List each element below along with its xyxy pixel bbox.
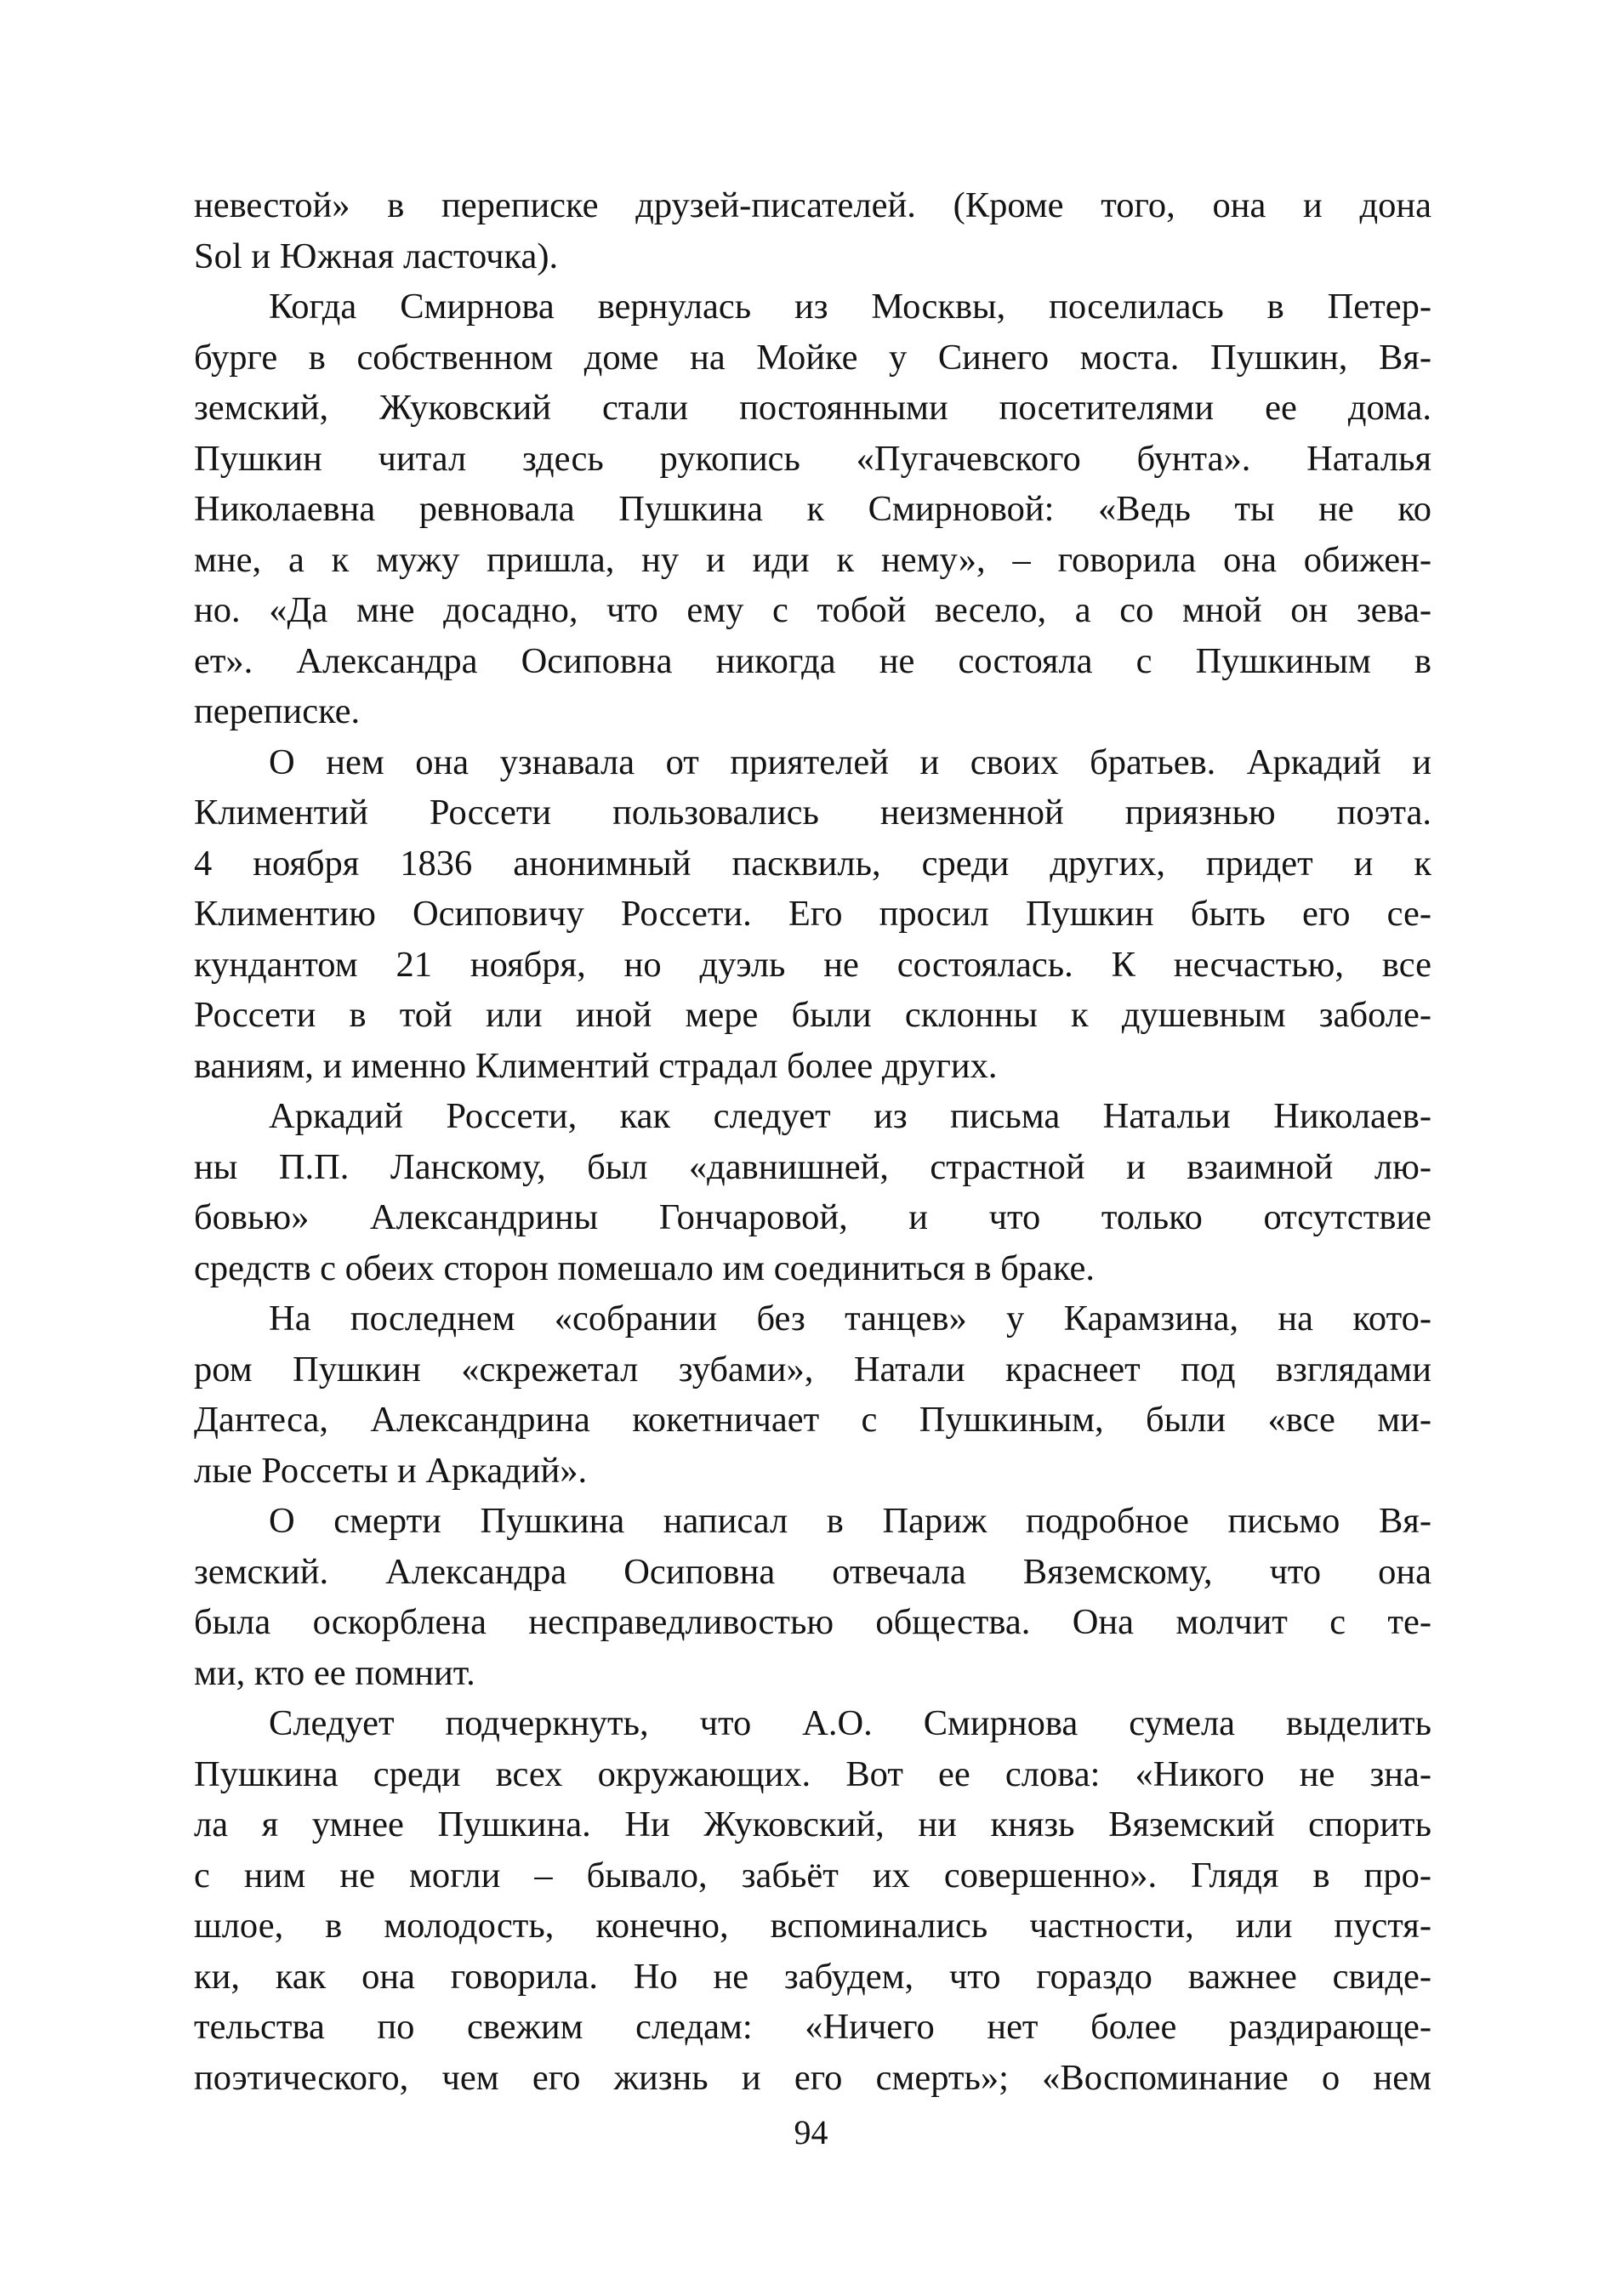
text-line: ром Пушкин «скрежетал зубами», Натали краснеет под взглядами <box>194 1349 1431 1390</box>
page-number: 94 <box>794 2113 828 2151</box>
text-line: земский. Александра Осиповна отвечала Вяземскому, что она <box>194 1551 1431 1592</box>
text-line: переписке. <box>194 691 361 731</box>
text-line: Когда Смирнова вернулась из Москвы, поселилась в Петер- <box>269 287 1431 327</box>
text-line: ваниям, и именно Климентий страдал более других. <box>194 1045 998 1086</box>
text-line: На последнем «собрании без танцев» у Карамзина, на кото- <box>269 1299 1431 1338</box>
text-line: О нем она узнавала от приятелей и своих братьев. Аркадий и <box>269 742 1431 782</box>
paragraph <box>194 1698 1431 2103</box>
text-line: тельства по свежим следам: «Ничего нет более раздирающе- <box>194 2007 1431 2047</box>
text-line: ла я умнее Пушкина. Ни Жуковский, ни князь Вяземский спорить <box>194 1804 1431 1844</box>
text-line: мне, а к мужу пришла, ну и иди к нему», – говорила она обижен- <box>194 539 1431 580</box>
text-line: невестой» в переписке друзей-писателей. (Кроме того, она и дона <box>194 185 1431 225</box>
paragraph <box>194 180 1431 281</box>
text-line: шлое, в молодость, конечно, вспоминались частности, или пустя- <box>194 1906 1431 1946</box>
paragraph <box>194 1293 1431 1496</box>
text-line: Дантеса, Александрина кокетничает с Пушкиным, были «все ми- <box>194 1400 1431 1440</box>
text-line: была оскорблена несправедливостью общества. Она молчит с те- <box>194 1602 1431 1642</box>
text-line: средств с обеих сторон помешало им соединиться в браке. <box>194 1247 1095 1288</box>
text-line: с ним не могли – бывало, забьёт их совершенно». Глядя в про- <box>194 1855 1431 1895</box>
paragraph <box>194 1496 1431 1698</box>
text-line: ки, как она говорила. Но не забудем, что гораздо важнее свиде- <box>194 1956 1431 1997</box>
text-line: ны П.П. Ланскому, был «давнишней, страстной и взаимной лю- <box>194 1146 1431 1187</box>
paragraph <box>194 737 1431 1092</box>
text-line: Аркадий Россети, как следует из письма Натальи Николаев- <box>269 1096 1431 1136</box>
text-line: Россети в той или иной мере были склонны к душевным заболе- <box>194 995 1431 1035</box>
text-line: бовью» Александрины Гончаровой, и что только отсутствие <box>194 1197 1431 1237</box>
paragraph <box>194 1091 1431 1293</box>
text-line: Пушкина среди всех окружающих. Вот ее слова: «Никого не зна- <box>194 1753 1431 1794</box>
text-line: 4 ноября 1836 анонимный пасквиль, среди других, придет и к <box>194 843 1431 884</box>
text-line: Sol и Южная ласточка). <box>194 236 559 276</box>
text-line: но. «Да мне досадно, что ему с тобой весело, а со мной он зева- <box>194 590 1431 630</box>
text-line: Пушкин читал здесь рукопись «Пугачевского бунта». Наталья <box>194 438 1431 479</box>
text-line: поэтического, чем его жизнь и его смерть»; «Воспоминание о нем <box>194 2057 1431 2098</box>
text-line: кундантом 21 ноября, но дуэль не состоялась. К несчастью, все <box>194 944 1431 985</box>
text-line: ми, кто ее помнит. <box>194 1652 475 1693</box>
text-line: бурге в собственном доме на Мойке у Синего моста. Пушкин, Вя- <box>194 337 1431 378</box>
body-text <box>194 180 1431 2103</box>
text-line: О смерти Пушкина написал в Париж подробное письмо Вя- <box>269 1501 1431 1541</box>
text-line: Климентий Россети пользовались неизменной приязнью поэта. <box>194 793 1431 833</box>
text-line: Следует подчеркнуть, что А.О. Смирнова сумела выделить <box>269 1703 1431 1743</box>
text-line: лые Россеты и Аркадий». <box>194 1450 588 1491</box>
text-line: Николаевна ревновала Пушкина к Смирновой: «Ведь ты не ко <box>194 489 1431 529</box>
paragraph <box>194 281 1431 737</box>
text-line: земский, Жуковский стали постоянными посетителями ее дома. <box>194 388 1431 428</box>
text-line: ет». Александра Осиповна никогда не состояла с Пушкиным в <box>194 640 1431 681</box>
text-line: Климентию Осиповичу Россети. Его просил Пушкин быть его се- <box>194 894 1431 934</box>
